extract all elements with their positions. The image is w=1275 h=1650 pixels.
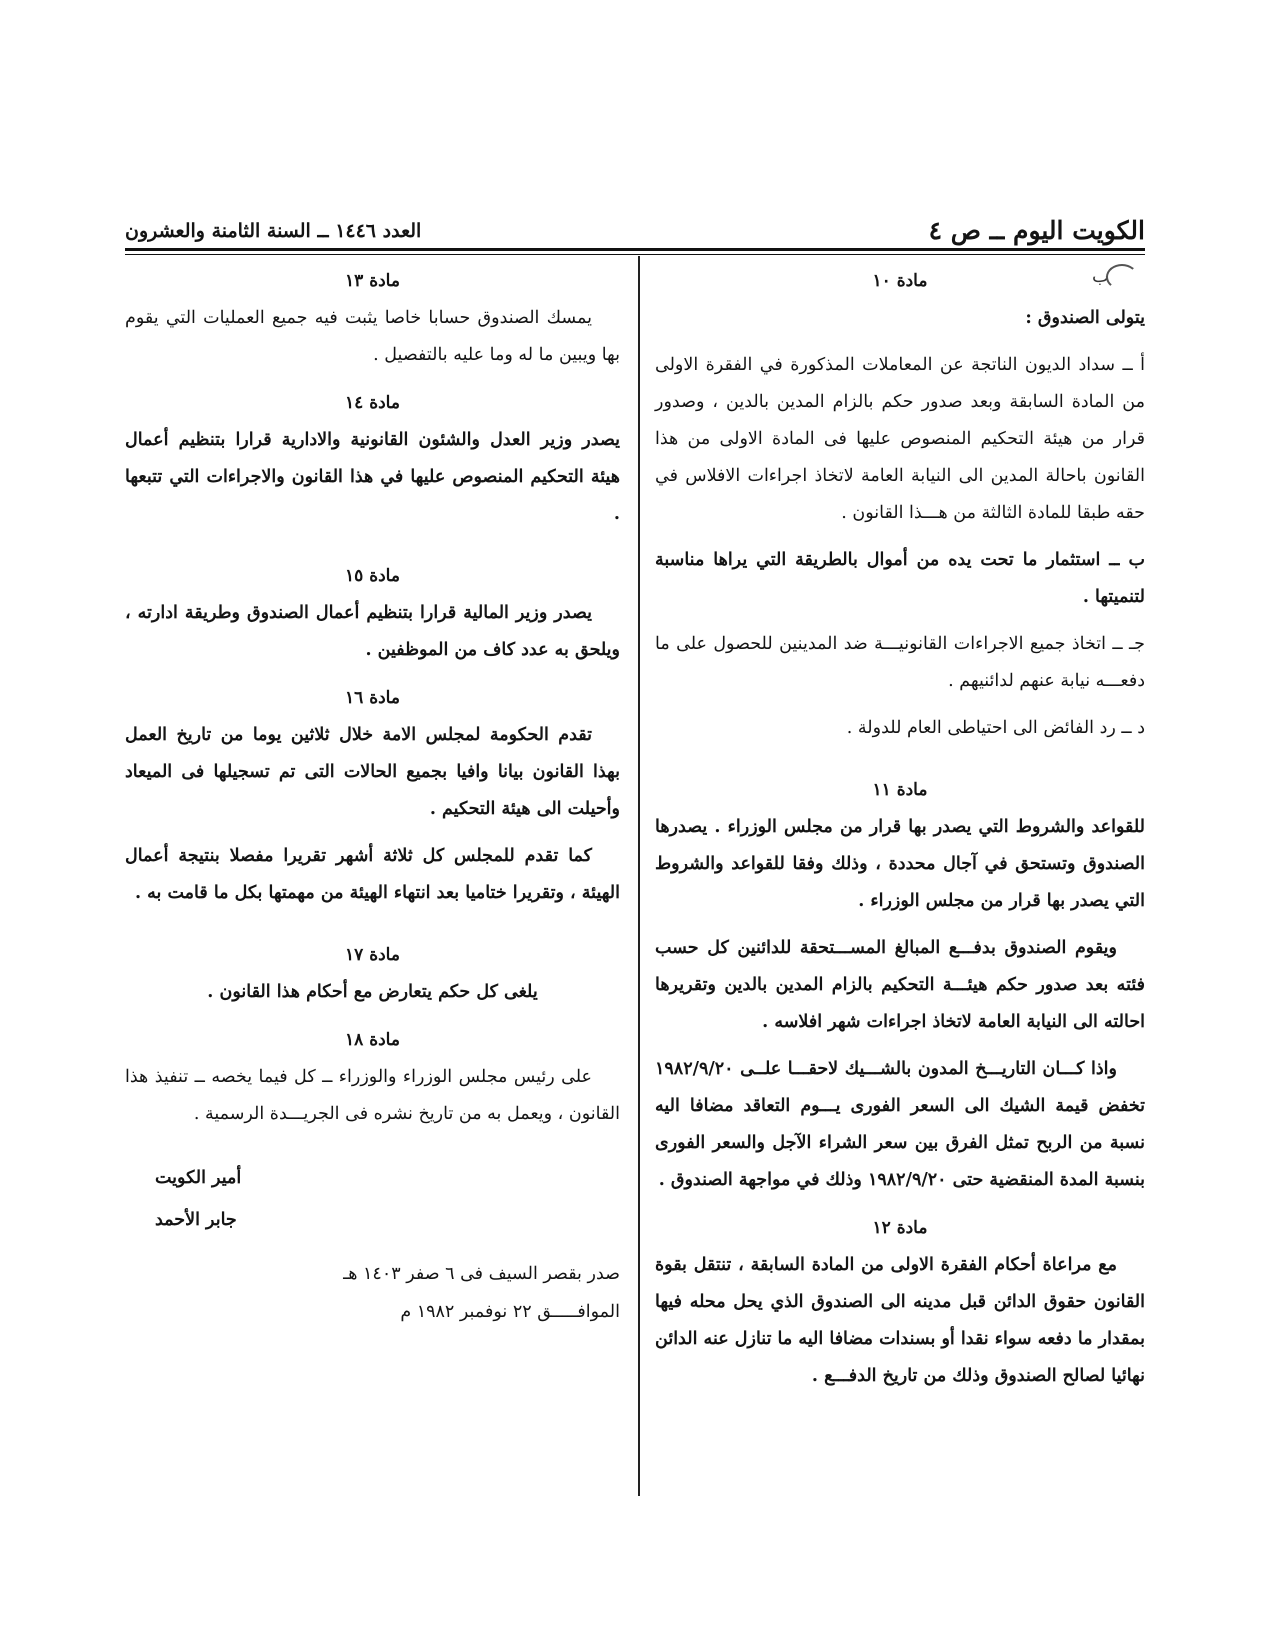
left-column bbox=[125, 262, 620, 1331]
header-publication: الكويت اليوم ــ ص ٤ bbox=[928, 216, 1145, 245]
article-13-heading: مادة ١٣ bbox=[345, 271, 400, 291]
article-11-heading: مادة ١١ bbox=[872, 780, 928, 800]
header-rule-thin bbox=[125, 254, 1145, 255]
article-16-para-2: كما تقدم للمجلس كل ثلاثة أشهر تقريرا مفصلا بنتيجة أعمال الهيئة ، وتقريرا ختاميا بعد انتهاء الهيئة من مهمتها بكل ما قامت به . bbox=[125, 846, 620, 903]
article-10-item-a: أ ــ سداد الديون الناتجة عن المعاملات المذكورة في الفقرة الاولى من المادة السابقة وبعد صدور حكم بالزام المدين بالدين ، وصدور قرار من هيئة التحكيم المنصوص عليها فى المادة الاولى من هذا القانون باحالة المدين الى النيابة العامة لاتخاذ اجراءات الافلاس في حقه طبقا للمادة الثالثة من هـــذا القانون . bbox=[655, 355, 1145, 523]
column-divider bbox=[638, 256, 640, 1496]
article-18-heading: مادة ١٨ bbox=[345, 1030, 400, 1050]
article-10-item-d: د ــ رد الفائض الى احتياطى العام للدولة . bbox=[846, 718, 1145, 738]
signature-name: جابر الأحمد bbox=[155, 1210, 237, 1230]
issued-line-1: صدر بقصر السيف فى ٦ صفر ١٤٠٣ هـ bbox=[343, 1264, 620, 1284]
article-12-heading: مادة ١٢ bbox=[872, 1218, 928, 1238]
article-17-heading: مادة ١٧ bbox=[345, 945, 400, 965]
header-issue: العدد ١٤٤٦ ــ السنة الثامنة والعشرون bbox=[125, 220, 422, 242]
article-13-para-1: يمسك الصندوق حسابا خاصا يثبت فيه جميع العمليات التي يقوم بها ويبين ما له وما عليه بالتفصيل . bbox=[125, 308, 620, 365]
article-16-heading: مادة ١٦ bbox=[345, 688, 400, 708]
article-10-item-c: جـ ــ اتخاذ جميع الاجراءات القانونيـــة ضد المدينين للحصول على ما دفعـــه نيابة عنهم لدائنيهم . bbox=[655, 634, 1145, 691]
article-15-para-1: يصدر وزير المالية قرارا بتنظيم أعمال الصندوق وطريقة ادارته ، ويلحق به عدد كاف من الموظفين . bbox=[125, 603, 620, 660]
article-18-para-1: على رئيس مجلس الوزراء والوزراء ــ كل فيما يخصه ــ تنفيذ هذا القانون ، ويعمل به من تاريخ نشره فى الجريـــدة الرسمية . bbox=[125, 1067, 620, 1124]
right-column bbox=[655, 262, 1145, 1405]
header-rule bbox=[125, 248, 1145, 251]
article-11-para-1: للقواعد والشروط التي يصدر بها قرار من مجلس الوزراء . يصدرها الصندوق وتستحق في آجال محددة ، وذلك وفقا للقواعد والشروط التي يصدر بها قرار من مجلس الوزراء . bbox=[655, 817, 1145, 911]
article-10-intro: يتولى الصندوق : bbox=[1025, 308, 1145, 328]
article-14-para-1: يصدر وزير العدل والشئون القانونية والادارية قرارا بتنظيم أعمال هيئة التحكيم المنصوص عليها في هذا القانون والاجراءات التي تتبعها . bbox=[125, 430, 620, 524]
issued-line-2: الموافـــــق ٢٢ نوفمبر ١٩٨٢ م bbox=[400, 1302, 620, 1322]
article-16-para-1: تقدم الحكومة لمجلس الامة خلال ثلاثين يوما من تاريخ العمل بهذا القانون بيانا وافيا بجميع الحالات التى تم تسجيلها فى الميعاد وأحيلت الى هيئة التحكيم . bbox=[125, 725, 620, 819]
article-17-para-1: يلغى كل حكم يتعارض مع أحكام هذا القانون . bbox=[207, 982, 538, 1002]
article-10-heading: مادة ١٠ bbox=[872, 271, 928, 291]
article-10-item-b: ب ــ استثمار ما تحت يده من أموال بالطريقة التي يراها مناسبة لتنميتها . bbox=[655, 550, 1145, 607]
article-11-para-2: ويقوم الصندوق بدفـــع المبالغ المســـتحقة للدائنين كل حسب فئته بعد صدور حكم هيئـــة التحكيم بالزام المدين بالدين وتقريرها احالته الى النيابة العامة لاتخاذ اجراءات شهر افلاسه . bbox=[655, 938, 1145, 1032]
margin-mark-letter: ب bbox=[1092, 266, 1109, 287]
article-11-para-3: واذا كـــان التاريـــخ المدون بالشـــيك لاحقـــا علــى ١٩٨٢/٩/٢٠ تخفض قيمة الشيك الى السعر الفورى يـــوم التعاقد مضافا اليه نسبة من الربح تمثل الفرق بين سعر الشراء الآجل والسعر الفورى بنسبة المدة المنقضية حتى ١٩٨٢/٩/٢٠ وذلك في مواجهة الصندوق . bbox=[655, 1059, 1145, 1190]
article-15-heading: مادة ١٥ bbox=[345, 566, 400, 586]
article-14-heading: مادة ١٤ bbox=[345, 393, 400, 413]
page-header bbox=[125, 214, 1145, 248]
signature-title: أمير الكويت bbox=[155, 1168, 242, 1188]
article-12-para-1: مع مراعاة أحكام الفقرة الاولى من المادة السابقة ، تنتقل بقوة القانون حقوق الدائن قبل مدينه الى الصندوق الذي يحل محله فيها بمقدار ما دفعه سواء نقدا أو بسندات مضافا اليه ما تنازل عنه الدائن نهائيا لصالح الصندوق وذلك من تاريخ الدفـــع . bbox=[655, 1255, 1145, 1386]
